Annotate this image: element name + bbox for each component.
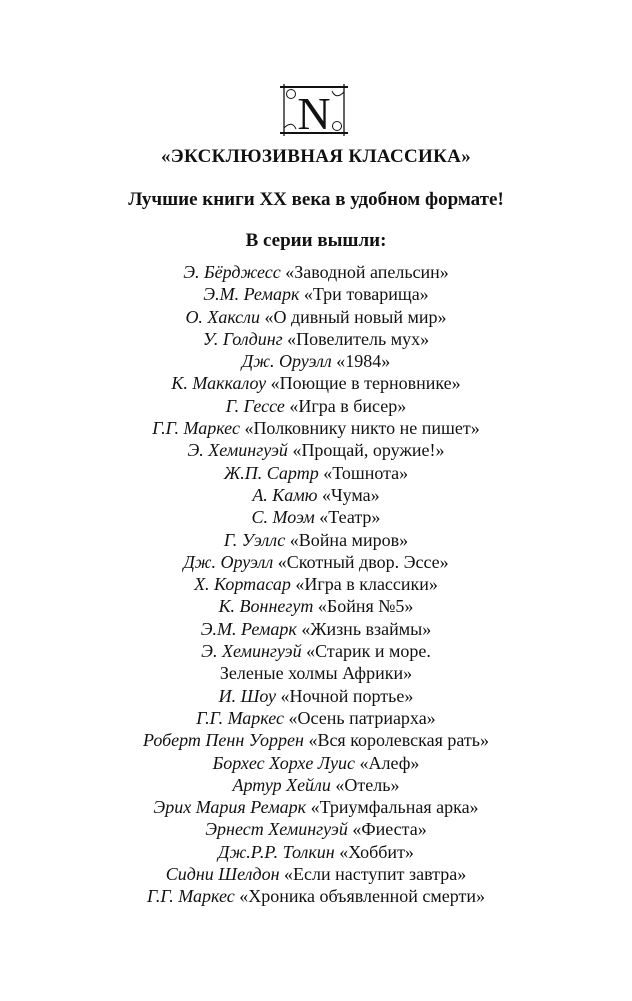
book-author: Сидни Шелдон bbox=[165, 864, 280, 885]
book-entry bbox=[0, 328, 632, 350]
book-author: Ж.П. Сартр bbox=[223, 462, 319, 483]
book-author: Г.Г. Маркес bbox=[196, 707, 285, 728]
book-author: Э.М. Ремарк bbox=[200, 618, 297, 639]
book-entry bbox=[0, 685, 632, 707]
book-title: «О дивный новый мир» bbox=[264, 306, 447, 327]
book-entry bbox=[0, 796, 632, 818]
book-entry bbox=[0, 863, 632, 885]
book-entry bbox=[0, 306, 632, 328]
book-author: Г.Г. Маркес bbox=[146, 886, 235, 907]
book-author: Э. Хемингуэй bbox=[187, 440, 288, 461]
book-title: Зеленые холмы Африки» bbox=[219, 663, 413, 684]
book-title: «Бойня №5» bbox=[317, 596, 414, 617]
book-author: Э. Хемингуэй bbox=[201, 641, 302, 662]
published-heading: В серии вышли: bbox=[245, 230, 387, 251]
book-entry bbox=[0, 283, 632, 305]
book-author: И. Шоу bbox=[218, 685, 277, 706]
book-title: «Полковнику никто не пишет» bbox=[244, 418, 480, 439]
book-author: О. Хаксли bbox=[185, 306, 261, 327]
book-entry bbox=[0, 752, 632, 774]
book-author: Дж.Р.Р. Толкин bbox=[218, 841, 335, 862]
book-entry bbox=[0, 885, 632, 907]
book-entry bbox=[0, 640, 632, 662]
book-author: У. Голдинг bbox=[202, 328, 283, 349]
book-entry bbox=[0, 573, 632, 595]
book-title: «Жизнь взаймы» bbox=[301, 618, 432, 639]
book-author: Э.М. Ремарк bbox=[203, 284, 300, 305]
book-author: Дж. Оруэлл bbox=[183, 551, 274, 572]
book-title: «Хроника объявленной смерти» bbox=[239, 886, 486, 907]
book-entry bbox=[0, 595, 632, 617]
book-title: «Три товарища» bbox=[303, 284, 429, 305]
book-title: «Театр» bbox=[319, 507, 381, 528]
book-author: А. Камю bbox=[252, 484, 318, 505]
book-author: Борхес Хорхе Луис bbox=[212, 752, 356, 773]
series-logo-mark bbox=[270, 84, 358, 136]
book-title: «Осень патриарха» bbox=[288, 707, 436, 728]
book-entry bbox=[0, 774, 632, 796]
book-entry bbox=[0, 417, 632, 439]
book-title: «Вся королевская рать» bbox=[308, 730, 489, 751]
book-title: «Война миров» bbox=[289, 529, 409, 550]
book-author: Г.Г. Маркес bbox=[152, 418, 240, 439]
book-title: «Прощай, оружие!» bbox=[292, 440, 445, 461]
series-tagline: Лучшие книги XX века в удобном формате! bbox=[128, 189, 504, 210]
book-author: Дж. Оруэлл bbox=[241, 351, 332, 372]
book-title: «Фиеста» bbox=[352, 819, 427, 840]
book-title: «Скотный двор. Эссе» bbox=[277, 551, 449, 572]
book-title: «Заводной апельсин» bbox=[285, 262, 449, 282]
book-title: «Триумфальная арка» bbox=[310, 797, 479, 818]
book-entry bbox=[0, 551, 632, 573]
book-title: «Чума» bbox=[321, 484, 380, 505]
book-title: «Ночной портье» bbox=[280, 685, 414, 706]
book-author: Х. Кортасар bbox=[194, 574, 291, 595]
book-author: Артур Хейли bbox=[232, 774, 331, 795]
book-title: «Старик и море. bbox=[306, 641, 431, 662]
book-entry bbox=[0, 484, 632, 506]
book-author: Эрнест Хемингуэй bbox=[205, 819, 348, 840]
book-entry bbox=[0, 261, 632, 283]
book-entry bbox=[0, 395, 632, 417]
book-author: Г. Гессе bbox=[225, 395, 285, 416]
logo-letter: N bbox=[297, 88, 331, 136]
book-entry bbox=[0, 439, 632, 461]
book-author: Роберт Пенн Уоррен bbox=[142, 730, 304, 751]
book-entry bbox=[0, 841, 632, 863]
book-title: «Отель» bbox=[335, 774, 400, 795]
book-entry bbox=[0, 372, 632, 394]
book-title: «Повелитель мух» bbox=[287, 328, 430, 349]
book-list bbox=[0, 261, 632, 908]
book-author: С. Моэм bbox=[251, 507, 315, 528]
book-title: «Игра в классики» bbox=[295, 574, 438, 595]
book-entry bbox=[0, 529, 632, 551]
book-title: «Игра в бисер» bbox=[289, 395, 407, 416]
book-author: Г. Уэллс bbox=[223, 529, 286, 550]
book-title: «Если наступит завтра» bbox=[284, 864, 467, 885]
book-entry bbox=[0, 729, 632, 751]
book-entry-continuation bbox=[0, 662, 632, 684]
book-title: «Алеф» bbox=[359, 752, 420, 773]
book-entry bbox=[0, 350, 632, 372]
book-entry bbox=[0, 506, 632, 528]
book-entry bbox=[0, 618, 632, 640]
book-title: «Тошнота» bbox=[323, 462, 409, 483]
book-author: К. Маккалоу bbox=[171, 373, 267, 394]
series-logo bbox=[270, 84, 358, 136]
book-entry bbox=[0, 462, 632, 484]
series-title: «ЭКСКЛЮЗИВНАЯ КЛАССИКА» bbox=[160, 146, 472, 167]
book-author: Э. Бёрджесс bbox=[183, 262, 281, 282]
book-author: Эрих Мария Ремарк bbox=[153, 797, 307, 818]
book-title: «Поющие в терновнике» bbox=[270, 373, 461, 394]
book-entry bbox=[0, 818, 632, 840]
book-title: «1984» bbox=[336, 351, 391, 372]
book-entry bbox=[0, 707, 632, 729]
book-title: «Хоббит» bbox=[339, 841, 414, 862]
book-author: К. Воннегут bbox=[218, 596, 314, 617]
